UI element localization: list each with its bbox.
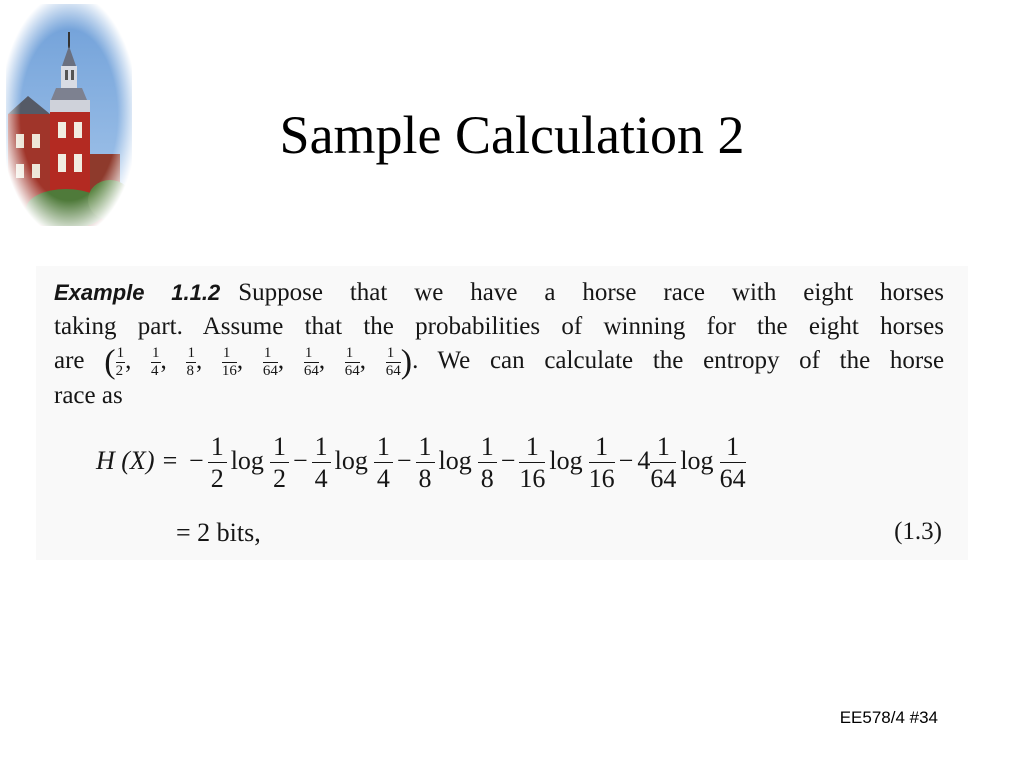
fraction-numerator: 1	[519, 434, 545, 463]
term-log-fraction	[270, 434, 289, 492]
excerpt-line-1	[54, 276, 944, 310]
term-coefficient-fraction	[208, 434, 227, 492]
fraction-denominator: 4	[314, 464, 328, 493]
fraction-numerator: 1	[386, 346, 401, 363]
excerpt-line-2: taking part. Assume that the probabilities of winning for the eight horses	[54, 313, 944, 340]
log-operator: log	[334, 445, 368, 475]
fraction-numerator: 1	[304, 346, 319, 363]
term-log-fraction	[374, 434, 393, 492]
log-operator: log	[549, 445, 583, 475]
minus-sign: −	[396, 445, 412, 475]
open-paren: (	[104, 343, 116, 381]
excerpt-text	[54, 276, 944, 413]
comma: ,	[277, 347, 304, 374]
fraction-denominator: 64	[344, 362, 360, 379]
fraction-denominator: 64	[719, 464, 746, 493]
comma: ,	[125, 347, 152, 374]
fraction-numerator: 1	[345, 346, 360, 363]
probability-list	[115, 344, 401, 379]
fraction-denominator: 8	[480, 464, 494, 493]
term-coefficient-fraction	[519, 434, 545, 492]
log-operator: log	[230, 445, 264, 475]
fraction-denominator: 8	[186, 362, 194, 379]
excerpt-sentence-1: Suppose that we have a horse race with eight horses	[238, 279, 944, 306]
comma: ,	[236, 347, 263, 374]
fraction-numerator: 1	[208, 434, 227, 463]
equation-lhs: H (X) =	[96, 445, 179, 475]
fraction-numerator: 1	[263, 346, 278, 363]
line3-prefix: are	[54, 347, 85, 374]
fraction-numerator: 1	[270, 434, 289, 463]
fraction-numerator: 1	[187, 344, 195, 361]
example-label: Example 1.1.2	[54, 280, 221, 305]
log-operator: log	[680, 445, 714, 475]
comma: ,	[195, 347, 222, 374]
slide-footer: EE578/4 #34	[839, 708, 938, 727]
fraction-denominator: 2	[272, 464, 286, 493]
fraction-denominator: 4	[376, 464, 390, 493]
fraction-denominator: 16	[519, 464, 546, 493]
fraction-numerator: 1	[720, 434, 746, 463]
fraction-numerator: 1	[116, 344, 125, 361]
equation-terms	[185, 432, 746, 493]
fraction-denominator: 16	[588, 464, 615, 493]
fraction-numerator: 1	[650, 434, 676, 463]
fraction-denominator: 16	[221, 362, 237, 379]
comma: ,	[359, 347, 386, 374]
minus-sign: −	[292, 445, 308, 475]
probability-fraction	[186, 346, 196, 379]
fraction-denominator: 2	[210, 464, 224, 493]
term-log-fraction	[589, 434, 615, 492]
probability-fraction	[345, 346, 360, 379]
excerpt-line-3	[54, 344, 944, 379]
fraction-numerator: 1	[589, 434, 615, 463]
entropy-equation	[96, 434, 746, 492]
probability-fraction	[263, 346, 278, 379]
fraction-denominator: 64	[303, 362, 319, 379]
fraction-denominator: 2	[115, 362, 124, 379]
equation-result: = 2 bits,	[176, 518, 261, 547]
fraction-denominator: 8	[418, 464, 432, 493]
slide-title: Sample Calculation 2	[279, 105, 745, 165]
comma: ,	[160, 347, 187, 374]
fraction-denominator: 64	[385, 362, 401, 379]
textbook-excerpt	[36, 266, 968, 560]
excerpt-line-4: race as	[54, 382, 123, 410]
fraction-denominator: 64	[262, 362, 278, 379]
term-coefficient-fraction	[312, 434, 331, 492]
fraction-numerator: 1	[222, 346, 237, 363]
fraction-denominator: 64	[650, 464, 677, 493]
minus-sign: −	[618, 445, 634, 475]
fraction-numerator: 1	[152, 344, 160, 361]
log-operator: log	[438, 445, 472, 475]
fraction-numerator: 1	[374, 434, 393, 463]
fraction-numerator: 1	[312, 434, 331, 463]
term-coefficient-fraction	[416, 434, 435, 492]
probability-fraction	[304, 346, 319, 379]
term-log-fraction	[720, 434, 746, 492]
equation-number: (1.3)	[894, 518, 942, 545]
comma: ,	[318, 347, 345, 374]
close-paren: )	[400, 343, 413, 381]
fraction-numerator: 1	[416, 434, 435, 463]
minus-sign: −	[189, 445, 204, 475]
probability-fraction	[222, 346, 237, 379]
probability-fraction	[386, 346, 401, 379]
term-log-fraction	[478, 434, 497, 492]
fraction-numerator: 1	[478, 434, 497, 463]
probability-fraction	[116, 346, 126, 379]
minus-sign: −	[500, 445, 516, 475]
probability-fraction	[151, 346, 161, 379]
line3-suffix: . We can calculate the entropy of the horse	[412, 347, 945, 374]
coefficient: 4	[637, 445, 651, 475]
fraction-denominator: 4	[151, 362, 159, 379]
term-coefficient-fraction	[650, 434, 676, 492]
